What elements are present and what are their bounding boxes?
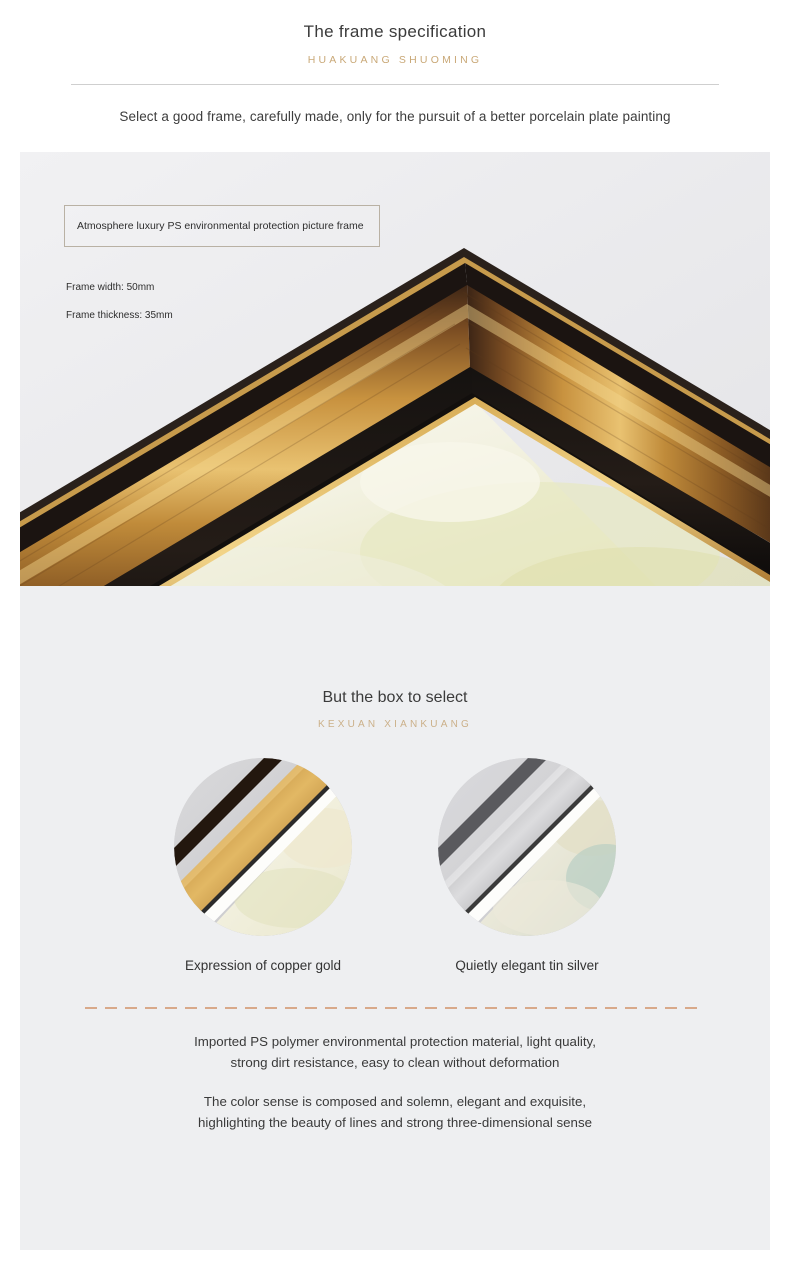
frame-callout-label: Atmosphere luxury PS environmental protection picture frame [77, 220, 364, 232]
frame-hero-panel [20, 152, 770, 586]
frame-option-list [20, 758, 770, 973]
copper-gold-swatch-image[interactable] [174, 758, 352, 936]
material-description-line2: strong dirt resistance, easy to clean without deformation [230, 1055, 560, 1070]
options-title-pinyin: KEXUAN XIANKUANG [317, 719, 472, 730]
page-title: The frame specification [303, 22, 487, 41]
header-divider [71, 84, 719, 85]
page-subtitle: Select a good frame, carefully made, only for the pursuit of a better porcelain plate painting [119, 109, 671, 124]
options-title: But the box to select [322, 689, 468, 706]
material-description [20, 1031, 770, 1073]
dashed-divider [85, 1007, 705, 1009]
page-header [0, 0, 790, 124]
color-description-line2: highlighting the beauty of lines and strong three-dimensional sense [198, 1115, 592, 1130]
frame-options-panel [20, 586, 770, 1250]
copper-gold-corner-illustration [174, 758, 352, 936]
frame-callout-box [64, 205, 380, 247]
material-description-line1: Imported PS polymer environmental protection material, light quality, [194, 1034, 596, 1049]
color-description [20, 1091, 770, 1133]
tin-silver-corner-illustration [438, 758, 616, 936]
tin-silver-swatch-image[interactable] [438, 758, 616, 936]
frame-width-spec: Frame width: 50mm [66, 282, 155, 293]
frame-option-copper-gold[interactable] [174, 758, 352, 973]
tin-silver-label: Quietly elegant tin silver [455, 958, 599, 973]
page-title-pinyin: HUAKUANG SHUOMING [307, 54, 483, 66]
color-description-line1: The color sense is composed and solemn, elegant and exquisite, [203, 1094, 587, 1109]
frame-thickness-spec: Frame thickness: 35mm [66, 310, 173, 321]
copper-gold-label: Expression of copper gold [184, 958, 342, 973]
frame-option-tin-silver[interactable] [438, 758, 616, 973]
